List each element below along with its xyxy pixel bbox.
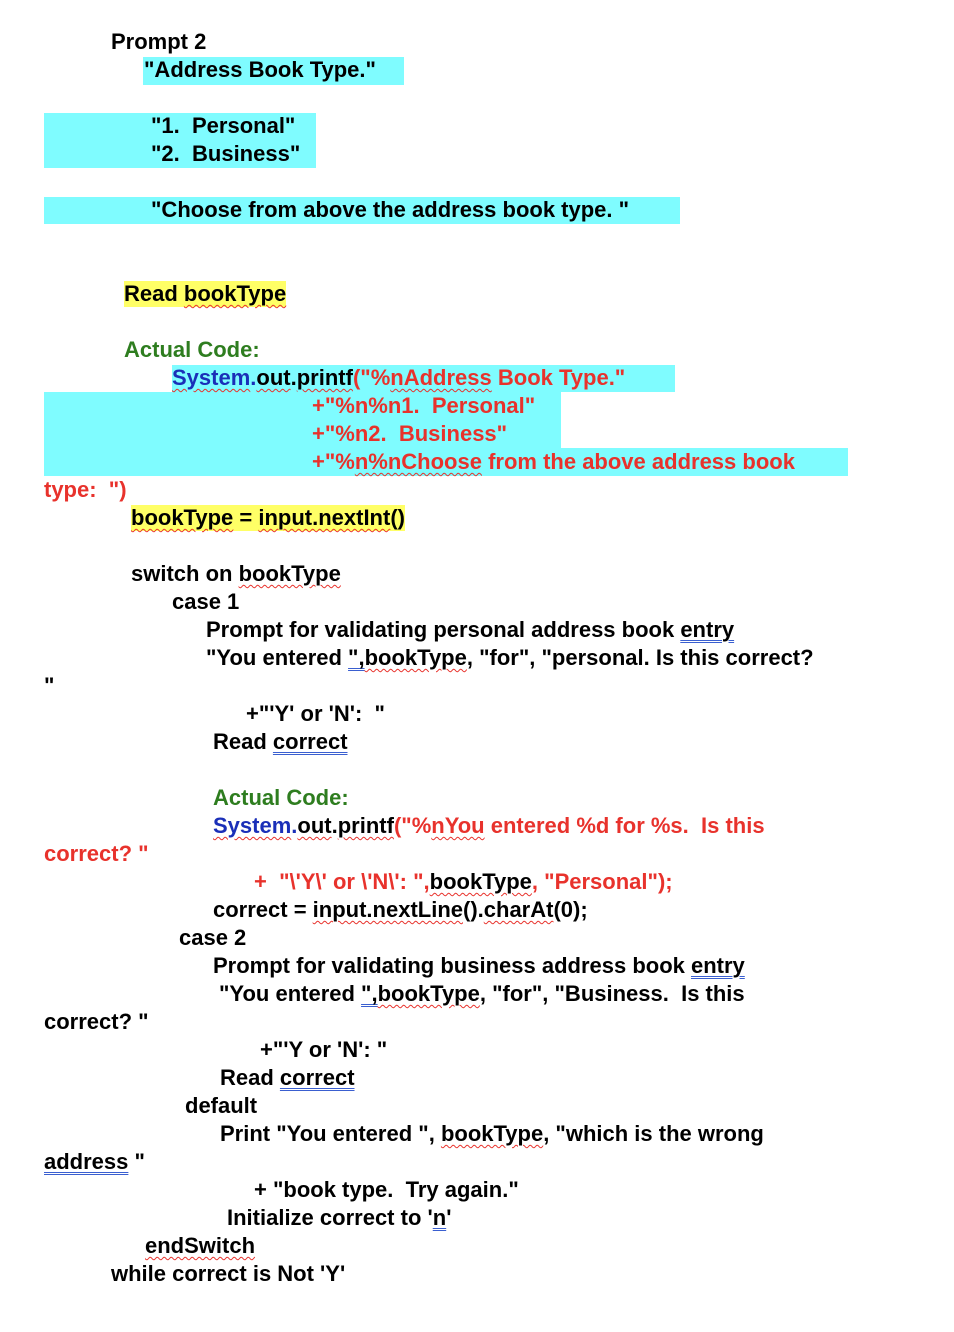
you-entered-a: "You entered (206, 645, 349, 670)
paren: () (390, 505, 405, 530)
assign-op: = (233, 505, 259, 530)
pseudo-option-2: "2. Business" (151, 141, 301, 166)
correct-assignment (213, 897, 588, 923)
booktype-var: bookType (440, 1121, 544, 1146)
try-again-line: + "book type. Try again." (254, 1177, 519, 1202)
nyou-token: nYou (431, 813, 485, 838)
read-label: Read (220, 1065, 280, 1090)
printf-token: printf (337, 813, 394, 838)
read-label: Read (124, 281, 184, 306)
booktype-var: bookType (377, 981, 480, 1006)
you-entered-b: ", (348, 645, 365, 670)
initialize-c: ' (446, 1205, 452, 1230)
default-label: default (185, 1093, 258, 1118)
switch-line (131, 561, 341, 587)
case-2: case 2 (179, 925, 247, 950)
printf-line-2: +"%n%n1. Personal" (312, 393, 536, 418)
while-line: while correct is Not 'Y' (111, 1261, 346, 1286)
printf-token: printf (296, 365, 353, 390)
prompt-business (213, 953, 745, 979)
printf-open: ("% (393, 813, 432, 838)
read-booktype (124, 281, 286, 307)
nextline-call: input.nextLine (312, 897, 463, 922)
actual-code-label-1: Actual Code: (124, 337, 260, 362)
dot-token: . (290, 365, 297, 390)
pseudo-choose: "Choose from above the address book type. " (151, 197, 630, 222)
charat-call: charAt (483, 897, 554, 922)
switch-keyword: switch on (131, 561, 239, 586)
address-quote: " (128, 1149, 145, 1174)
correct-var: correct (272, 729, 348, 754)
printf-line-3: +"%n2. Business" (312, 421, 508, 446)
initialize-a: Initialize correct to ' (227, 1205, 433, 1230)
booktype-var: bookType (364, 645, 467, 670)
correct-assign-e: (0); (553, 897, 588, 922)
booktype-var: bookType (183, 281, 287, 306)
print-wrong-c: , "which is the wrong (543, 1121, 764, 1146)
dot-token: . (250, 365, 257, 390)
printf-line-5: type: ") (44, 477, 127, 502)
address-line (44, 1149, 145, 1175)
printf2-line-2: correct? " (44, 841, 149, 866)
out-token: out (256, 365, 291, 390)
printf2-l3-c: , "Personal"); (531, 869, 673, 894)
printf-l4-a: +"% (312, 449, 355, 474)
out-token: out (297, 813, 332, 838)
initialize-correct (227, 1205, 451, 1231)
naddress-token: nAddress (390, 365, 492, 390)
booktype-var: bookType (429, 869, 532, 894)
closing-quote: " (44, 673, 55, 698)
yn-prompt-1: +"'Y' or 'N': " (246, 701, 385, 726)
prompt-heading: Prompt 2 (111, 29, 207, 54)
printf-rest: Book Type." (491, 365, 626, 390)
dot-token: . (291, 813, 298, 838)
pseudo-option-1: "1. Personal" (151, 113, 296, 138)
case-1: case 1 (172, 589, 240, 614)
printf-l4-c: from the above address book (481, 449, 795, 474)
printf-line-1 (172, 365, 625, 391)
you-entered-d: , "for", "Business. Is this (479, 981, 745, 1006)
correct-var: correct (279, 1065, 355, 1090)
printf-l4-b: n%nChoose (354, 449, 482, 474)
printf-line-4 (312, 449, 795, 475)
booktype-assignment (131, 505, 405, 531)
dot-token: . (331, 813, 338, 838)
system-token: System (172, 365, 251, 390)
prompt-personal (206, 617, 734, 643)
entry-word: entry (680, 617, 735, 642)
prompt-personal-text: Prompt for validating personal address book (206, 617, 681, 642)
you-entered-a: "You entered (219, 981, 362, 1006)
printf-open: ("% (352, 365, 391, 390)
address-word: address (44, 1149, 129, 1174)
correct-assign-c: (). (463, 897, 484, 922)
print-wrong (220, 1121, 764, 1147)
correct-assign-a: correct = (213, 897, 313, 922)
yn-prompt-2: +"'Y or 'N': " (260, 1037, 388, 1062)
you-entered-b: ", (361, 981, 378, 1006)
printf-rest: entered %d for %s. Is this (484, 813, 765, 838)
you-entered-personal (206, 645, 814, 671)
system-token: System (213, 813, 292, 838)
you-entered-business (219, 981, 745, 1007)
you-entered-d: , "for", "personal. Is this correct? (466, 645, 814, 670)
endswitch: endSwitch (145, 1233, 256, 1258)
prompt-business-text: Prompt for validating business address book (213, 953, 691, 978)
read-label: Read (213, 729, 273, 754)
print-wrong-a: Print "You entered ", (220, 1121, 441, 1146)
actual-code-label-2: Actual Code: (213, 785, 349, 810)
printf2-l3-a: + "\'Y\' or \'N\': ", (254, 869, 430, 894)
printf2-line-1 (213, 813, 765, 839)
booktype-var: bookType (131, 505, 234, 530)
correct-question-2: correct? " (44, 1009, 149, 1034)
read-correct-2 (220, 1065, 355, 1091)
nextint-call: input.nextInt (258, 505, 391, 530)
read-correct-1 (213, 729, 348, 755)
booktype-var: bookType (238, 561, 341, 586)
printf2-line-3 (254, 869, 673, 895)
pseudo-title: "Address Book Type." (144, 57, 376, 82)
entry-word: entry (690, 953, 745, 978)
n-value: n (432, 1205, 447, 1230)
